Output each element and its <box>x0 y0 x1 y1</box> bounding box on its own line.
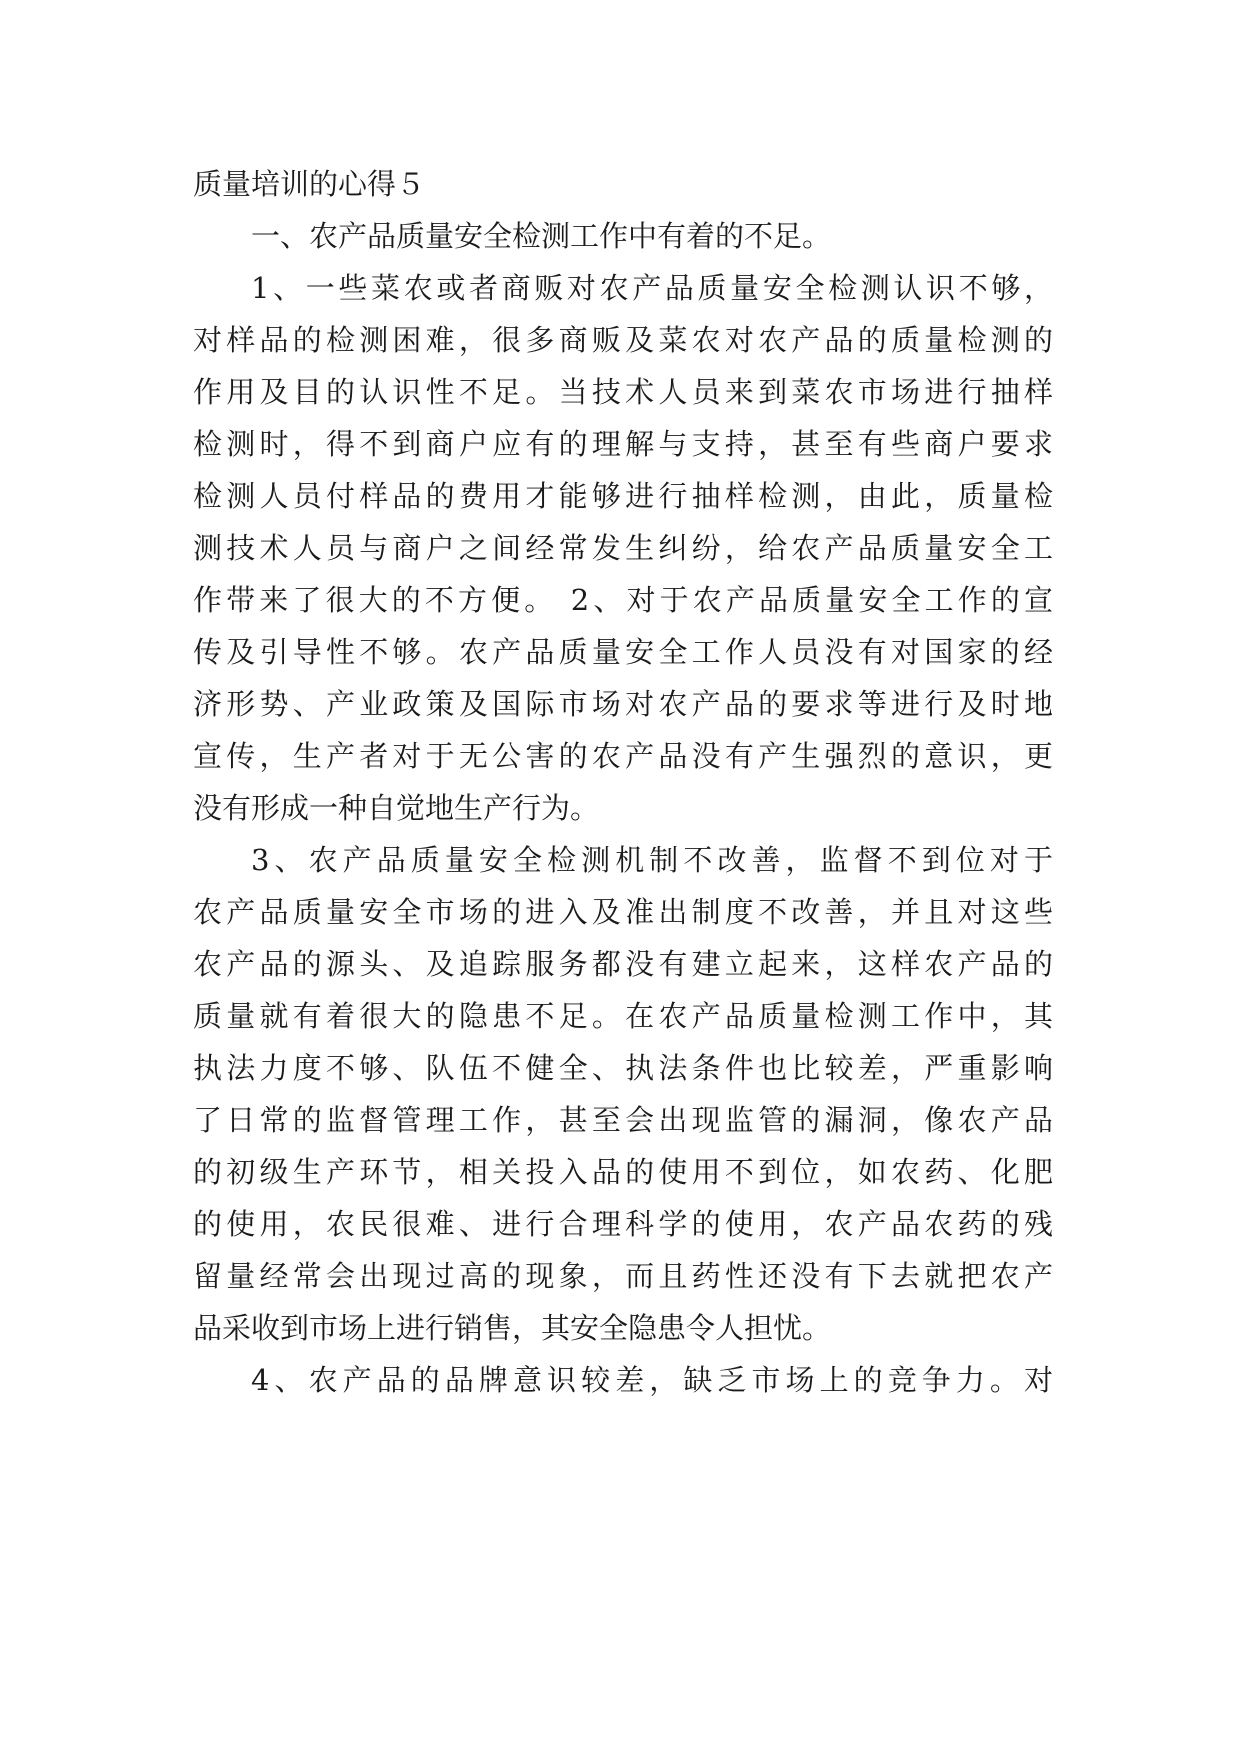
paragraph-line: 传及引导性不够。农产品质量安全工作人员没有对国家的经 <box>193 635 1053 669</box>
paragraph-line: 农产品质量安全市场的进入及准出制度不改善，并且对这些 <box>193 895 1053 929</box>
paragraph-line: 质量就有着很大的隐患不足。在农产品质量检测工作中，其 <box>193 999 1053 1033</box>
paragraph-line: 农产品的源头、及追踪服务都没有建立起来，这样农产品的 <box>193 947 1053 981</box>
section-heading: 一、农产品质量安全检测工作中有着的不足。 <box>251 219 832 253</box>
paragraph-line: 济形势、产业政策及国际市场对农产品的要求等进行及时地 <box>193 687 1053 721</box>
paragraph-line: 检测时，得不到商户应有的理解与支持，甚至有些商户要求 <box>193 427 1053 461</box>
paragraph-line: 的使用，农民很难、进行合理科学的使用，农产品农药的残 <box>193 1207 1053 1241</box>
paragraph-line: 4、农产品的品牌意识较差，缺乏市场上的竞争力。对 <box>251 1363 1053 1397</box>
paragraph-line: 执法力度不够、队伍不健全、执法条件也比较差，严重影响 <box>193 1051 1053 1085</box>
paragraph-line: 检测人员付样品的费用才能够进行抽样检测，由此，质量检 <box>193 479 1053 513</box>
paragraph-line: 作用及目的认识性不足。当技术人员来到菜农市场进行抽样 <box>193 375 1053 409</box>
paragraph-line: 留量经常会出现过高的现象，而且药性还没有下去就把农产 <box>193 1259 1053 1293</box>
paragraph-line: 1、一些菜农或者商贩对农产品质量安全检测认识不够， <box>251 271 1053 305</box>
document-title: 质量培训的心得５ <box>193 167 426 201</box>
paragraph-line: 品采收到市场上进行销售，其安全隐患令人担忧。 <box>193 1311 832 1345</box>
paragraph-line: 没有形成一种自觉地生产行为。 <box>193 791 600 825</box>
paragraph-line: 测技术人员与商户之间经常发生纠纷，给农产品质量安全工 <box>193 531 1053 565</box>
paragraph-line: 作带来了很大的不方便。 2、对于农产品质量安全工作的宣 <box>193 583 1053 617</box>
paragraph-line: 了日常的监督管理工作，甚至会出现监管的漏洞，像农产品 <box>193 1103 1053 1137</box>
paragraph-line: 3、农产品质量安全检测机制不改善，监督不到位对于 <box>251 843 1053 877</box>
paragraph-line: 对样品的检测困难，很多商贩及菜农对农产品的质量检测的 <box>193 323 1053 357</box>
paragraph-line: 宣传，生产者对于无公害的农产品没有产生强烈的意识，更 <box>193 739 1053 773</box>
paragraph-line: 的初级生产环节，相关投入品的使用不到位，如农药、化肥 <box>193 1155 1053 1189</box>
